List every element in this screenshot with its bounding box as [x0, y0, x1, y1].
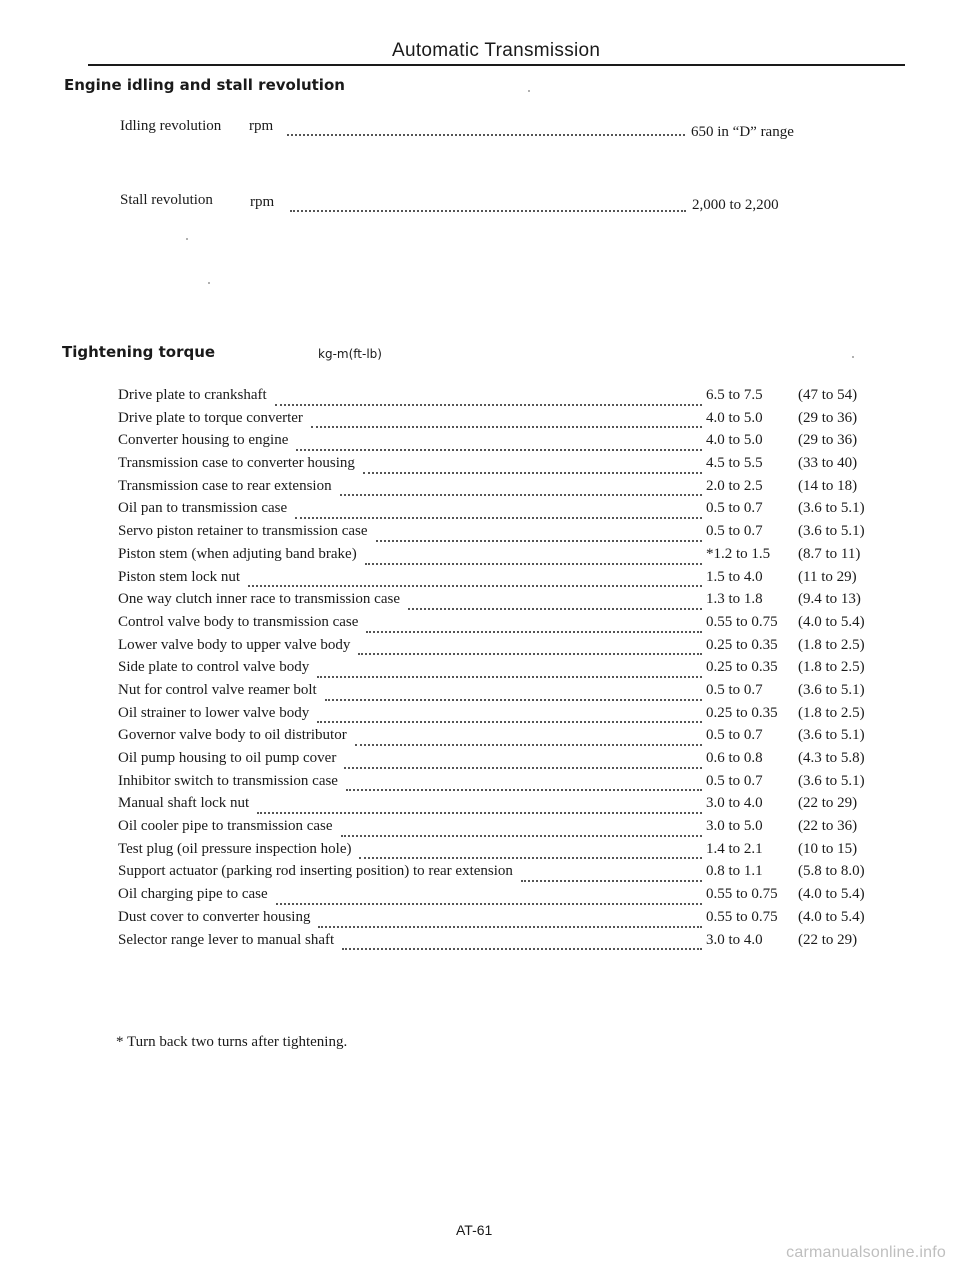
stall-revolution-value: 2,000 to 2,200 — [692, 197, 779, 213]
torque-spec-label: Oil pump housing to oil pump cover — [118, 750, 337, 766]
page-number: AT-61 — [456, 1222, 493, 1238]
torque-section-title: Tightening torque — [62, 343, 216, 361]
torque-spec-leader — [296, 449, 702, 451]
torque-spec-metric: 1.3 to 1.8 — [706, 591, 763, 608]
torque-spec-row — [118, 705, 878, 728]
torque-spec-label: Piston stem (when adjuting band brake) — [118, 545, 357, 562]
torque-spec-metric: 3.0 to 4.0 — [706, 795, 763, 812]
torque-spec-label: Oil charging pipe to case — [118, 886, 268, 903]
torque-spec-row — [118, 614, 878, 637]
torque-spec-row — [118, 500, 878, 523]
torque-spec-metric: 6.5 to 7.5 — [706, 387, 763, 403]
torque-unit: kg-m(ft-lb) — [318, 347, 382, 361]
torque-spec-imperial: (3.6 to 5.1) — [798, 727, 865, 744]
torque-spec-label: Oil pan to transmission case — [118, 500, 288, 517]
idling-revolution-leader — [287, 134, 685, 136]
torque-spec-label: Inhibitor switch to transmission case — [118, 772, 338, 789]
torque-spec-imperial: (3.6 to 5.1) — [798, 500, 865, 517]
torque-spec-row — [118, 886, 878, 909]
torque-spec-leader — [311, 426, 702, 428]
torque-spec-metric: 0.55 to 0.75 — [706, 908, 778, 925]
torque-spec-leader — [346, 789, 702, 791]
torque-spec-metric: 0.6 to 0.8 — [706, 750, 763, 766]
torque-spec-imperial: (22 to 36) — [798, 818, 858, 835]
torque-spec-leader — [408, 608, 702, 610]
torque-spec-imperial: (1.8 to 2.5) — [798, 704, 865, 721]
torque-spec-leader — [257, 812, 702, 814]
torque-spec-imperial: (14 to 18) — [798, 477, 858, 494]
torque-spec-label: Governor valve body to oil distributor — [118, 727, 347, 744]
stall-revolution-unit: rpm — [250, 194, 275, 210]
torque-spec-imperial: (3.6 to 5.1) — [798, 523, 865, 540]
torque-spec-label: Oil strainer to lower valve body — [118, 704, 310, 721]
torque-spec-leader — [317, 676, 702, 678]
torque-spec-leader — [317, 721, 702, 723]
torque-spec-imperial: (4.0 to 5.4) — [798, 908, 865, 925]
torque-spec-label: Piston stem lock nut — [118, 568, 241, 585]
torque-spec-metric: 4.5 to 5.5 — [706, 455, 763, 472]
torque-spec-row — [118, 795, 878, 818]
torque-spec-row — [118, 682, 878, 705]
torque-spec-imperial: (10 to 15) — [798, 840, 858, 857]
torque-spec-leader — [275, 404, 702, 406]
torque-spec-imperial: (1.8 to 2.5) — [798, 636, 865, 653]
idling-revolution-value: 650 in “D” range — [691, 124, 794, 140]
torque-spec-row — [118, 863, 878, 886]
torque-spec-metric: 0.55 to 0.75 — [706, 886, 778, 903]
torque-spec-leader — [341, 835, 702, 837]
torque-spec-imperial: (22 to 29) — [798, 795, 858, 812]
torque-spec-row — [118, 387, 878, 410]
idling-revolution-label: Idling revolution — [120, 118, 222, 134]
torque-spec-row — [118, 637, 878, 660]
scan-speck — [528, 90, 530, 92]
header-rule — [88, 64, 905, 66]
torque-spec-imperial: (11 to 29) — [798, 568, 857, 585]
torque-spec-metric: 0.5 to 0.7 — [706, 772, 763, 789]
torque-spec-metric: 0.25 to 0.35 — [706, 704, 778, 721]
torque-spec-row — [118, 818, 878, 841]
scan-speck — [186, 238, 188, 240]
torque-spec-imperial: (4.0 to 5.4) — [798, 613, 865, 630]
torque-spec-leader — [340, 494, 702, 496]
torque-spec-label: Test plug (oil pressure inspection hole) — [118, 840, 352, 857]
torque-spec-metric: 3.0 to 4.0 — [706, 931, 763, 948]
torque-spec-label: Transmission case to rear extension — [118, 477, 332, 494]
torque-spec-label: One way clutch inner race to transmission case — [118, 591, 400, 608]
scan-speck — [208, 282, 210, 284]
torque-spec-row — [118, 727, 878, 750]
torque-spec-imperial: (4.3 to 5.8) — [798, 750, 865, 766]
torque-spec-leader — [365, 563, 702, 565]
torque-spec-label: Manual shaft lock nut — [118, 795, 250, 812]
torque-spec-leader — [376, 540, 702, 542]
torque-spec-leader — [363, 472, 702, 474]
torque-spec-row — [118, 410, 878, 433]
torque-spec-leader — [344, 767, 702, 769]
torque-spec-leader — [248, 585, 702, 587]
torque-spec-row — [118, 478, 878, 501]
torque-spec-leader — [325, 699, 702, 701]
torque-spec-metric: 3.0 to 5.0 — [706, 818, 763, 835]
watermark: carmanualsonline.info — [786, 1244, 946, 1261]
torque-spec-row — [118, 750, 878, 773]
torque-spec-metric: 0.5 to 0.7 — [706, 500, 763, 517]
torque-spec-imperial: (1.8 to 2.5) — [798, 659, 865, 676]
torque-spec-imperial: (33 to 40) — [798, 455, 858, 472]
torque-spec-imperial: (3.6 to 5.1) — [798, 772, 865, 789]
torque-spec-row — [118, 546, 878, 569]
torque-spec-label: Support actuator (parking rod inserting position) to rear extension — [118, 863, 513, 880]
torque-spec-row — [118, 455, 878, 478]
torque-spec-imperial: (8.7 to 11) — [798, 545, 861, 562]
idling-section-title: Engine idling and stall revolution — [64, 76, 345, 94]
torque-spec-leader — [355, 744, 702, 746]
torque-spec-imperial: (47 to 54) — [798, 387, 858, 403]
torque-spec-metric: 4.0 to 5.0 — [706, 432, 763, 449]
torque-spec-row — [118, 932, 878, 955]
page-header-title: Automatic Transmission — [392, 40, 601, 61]
torque-spec-metric: 0.5 to 0.7 — [706, 727, 763, 744]
torque-spec-leader — [276, 903, 702, 905]
torque-spec-label: Dust cover to converter housing — [118, 908, 311, 925]
torque-spec-imperial: (5.8 to 8.0) — [798, 863, 865, 880]
torque-spec-list — [118, 387, 878, 954]
torque-spec-metric: 0.5 to 0.7 — [706, 681, 763, 698]
torque-spec-label: Drive plate to crankshaft — [118, 387, 267, 403]
torque-spec-metric: 1.4 to 2.1 — [706, 840, 763, 857]
torque-spec-label: Converter housing to engine — [118, 432, 289, 449]
torque-spec-label: Lower valve body to upper valve body — [118, 636, 351, 653]
torque-spec-row — [118, 591, 878, 614]
torque-spec-label: Side plate to control valve body — [118, 659, 310, 676]
torque-spec-imperial: (29 to 36) — [798, 409, 858, 426]
torque-spec-metric: 1.5 to 4.0 — [706, 568, 763, 585]
torque-spec-row — [118, 773, 878, 796]
torque-spec-row — [118, 659, 878, 682]
torque-spec-label: Control valve body to transmission case — [118, 613, 359, 630]
torque-spec-metric: 2.0 to 2.5 — [706, 477, 763, 494]
torque-spec-label: Nut for control valve reamer bolt — [118, 681, 317, 698]
torque-spec-imperial: (29 to 36) — [798, 432, 858, 449]
torque-spec-row — [118, 523, 878, 546]
torque-spec-label: Transmission case to converter housing — [118, 455, 355, 472]
torque-spec-leader — [521, 880, 702, 882]
torque-spec-metric: *1.2 to 1.5 — [706, 545, 771, 562]
torque-spec-leader — [359, 857, 702, 859]
idling-revolution-unit: rpm — [249, 118, 274, 134]
torque-spec-leader — [295, 517, 702, 519]
stall-revolution-leader — [290, 210, 686, 212]
torque-spec-leader — [342, 948, 702, 950]
footnote: * Turn back two turns after tightening. — [116, 1034, 348, 1050]
torque-spec-metric: 0.55 to 0.75 — [706, 613, 778, 630]
stall-revolution-label: Stall revolution — [120, 192, 213, 208]
torque-spec-row — [118, 569, 878, 592]
torque-spec-metric: 0.25 to 0.35 — [706, 636, 778, 653]
scan-speck — [852, 356, 854, 358]
torque-spec-label: Selector range lever to manual shaft — [118, 931, 335, 948]
torque-spec-row — [118, 432, 878, 455]
torque-spec-leader — [358, 653, 702, 655]
torque-spec-metric: 0.8 to 1.1 — [706, 863, 763, 880]
torque-spec-imperial: (9.4 to 13) — [798, 591, 861, 608]
torque-spec-metric: 0.25 to 0.35 — [706, 659, 778, 676]
torque-spec-leader — [366, 631, 702, 633]
torque-spec-row — [118, 909, 878, 932]
torque-spec-leader — [318, 926, 702, 928]
torque-spec-row — [118, 841, 878, 864]
torque-spec-imperial: (4.0 to 5.4) — [798, 886, 865, 903]
torque-spec-label: Servo piston retainer to transmission case — [118, 523, 368, 540]
torque-spec-metric: 4.0 to 5.0 — [706, 409, 763, 426]
torque-spec-metric: 0.5 to 0.7 — [706, 523, 763, 540]
torque-spec-label: Oil cooler pipe to transmission case — [118, 818, 333, 835]
torque-spec-imperial: (3.6 to 5.1) — [798, 681, 865, 698]
torque-spec-label: Drive plate to torque converter — [118, 409, 303, 426]
torque-spec-imperial: (22 to 29) — [798, 931, 858, 948]
